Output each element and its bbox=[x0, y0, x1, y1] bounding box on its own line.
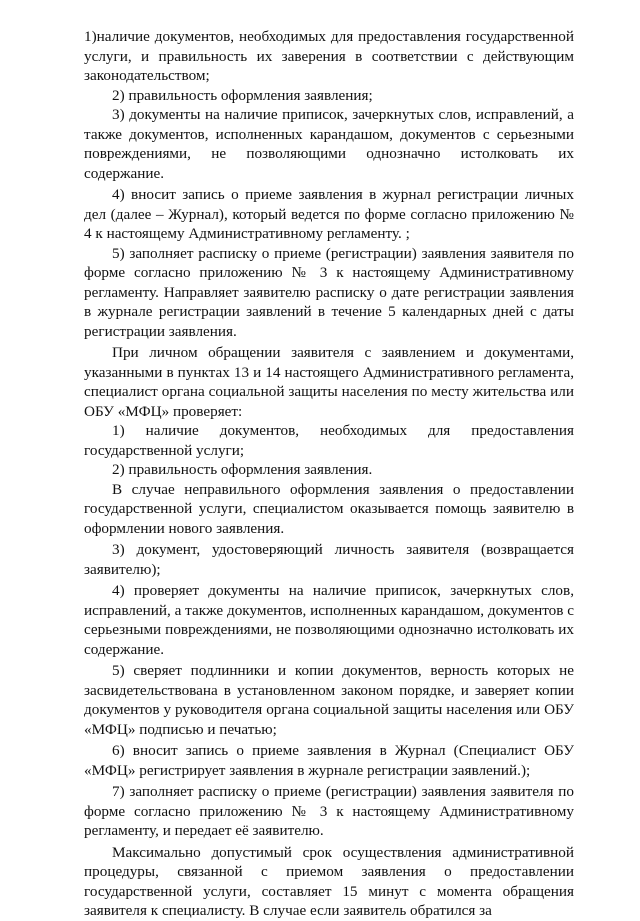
paragraph-check-2-form: 2) правильность оформления заявления. bbox=[112, 461, 373, 478]
paragraph-check-3-identity: 3) документ, удостоверяющий личность заявителя (возвращается заявителю); bbox=[84, 541, 574, 578]
paragraph-item-3-check-corrections: 3) документы на наличие приписок, зачеркнутых слов, исправлений, а также документов, исполненных карандашом, документов с серьезными повреждениями, не позволяющими однозначно истолковать их содержание. bbox=[84, 106, 574, 182]
paragraph-check-1-documents: 1) наличие документов, необходимых для предоставления государственной услуги; bbox=[84, 422, 574, 459]
paragraph-item-5-receipt: 5) заполняет расписку о приеме (регистрации) заявления заявителя по форме согласно приложению № 3 к настоящему Административному регламенту. Направляет заявителю расписку о дате регистрации заявления в журнале регистрации заявлений в течение 5 календарных дней с даты регистрации заявления. bbox=[84, 244, 574, 340]
paragraph-check-7-receipt: 7) заполняет расписку о приеме (регистрации) заявления заявителя по форме согласно приложению № 3 к настоящему Административному регламенту, и передает её заявителю. bbox=[84, 783, 574, 839]
paragraph-item-2-check-form: 2) правильность оформления заявления; bbox=[112, 86, 373, 104]
paragraph-max-duration: Максимально допустимый срок осуществления административной процедуры, связанной с приемом заявления о предоставлении государственной услуги, составляет 15 минут с момента обращения заявителя к специалисту. В случае если заявитель обратился за bbox=[84, 843, 574, 919]
paragraph-incorrect-form: В случае неправильного оформления заявления о предоставлении государственной услуги, специалистом оказывается помощь заявителю в оформлении нового заявления. bbox=[84, 480, 574, 537]
paragraph-check-5-originals: 5) сверяет подлинники и копии документов, верность которых не засвидетельствована в установленном законом порядке, и заверяет копии документов у руководителя органа социальной защиты населения или ОБУ «МФЦ» подписью и печатью; bbox=[84, 662, 574, 738]
paragraph-item-4-journal-entry: 4) вносит запись о приеме заявления в журнал регистрации личных дел (далее – Журнал), который ведется по форме согласно приложению № 4 к настоящему Административному регламенту. ; bbox=[84, 186, 574, 242]
paragraph-personal-appeal: При личном обращении заявителя с заявлением и документами, указанными в пунктах 13 и 14 настоящего Административного регламента, специалист органа социальной защиты населения по месту жительства или ОБУ «МФЦ» проверяет: bbox=[84, 344, 574, 420]
paragraph-item-1-check-documents: 1)наличие документов, необходимых для предоставления государственной услуги, и правильность их заверения в соответствии с действующим законодательством; bbox=[84, 28, 574, 84]
paragraph-check-6-journal: 6) вносит запись о приеме заявления в Журнал (Специалист ОБУ «МФЦ» регистрирует заявления в журнале регистрации заявлений.); bbox=[84, 742, 574, 779]
document-page bbox=[84, 27, 574, 921]
paragraph-check-4-corrections: 4) проверяет документы на наличие приписок, зачеркнутых слов, исправлений, а также документов, исполненных карандашом, документов с серьезными повреждениями, не позволяющими однозначно истолковать их содержание. bbox=[84, 582, 574, 658]
